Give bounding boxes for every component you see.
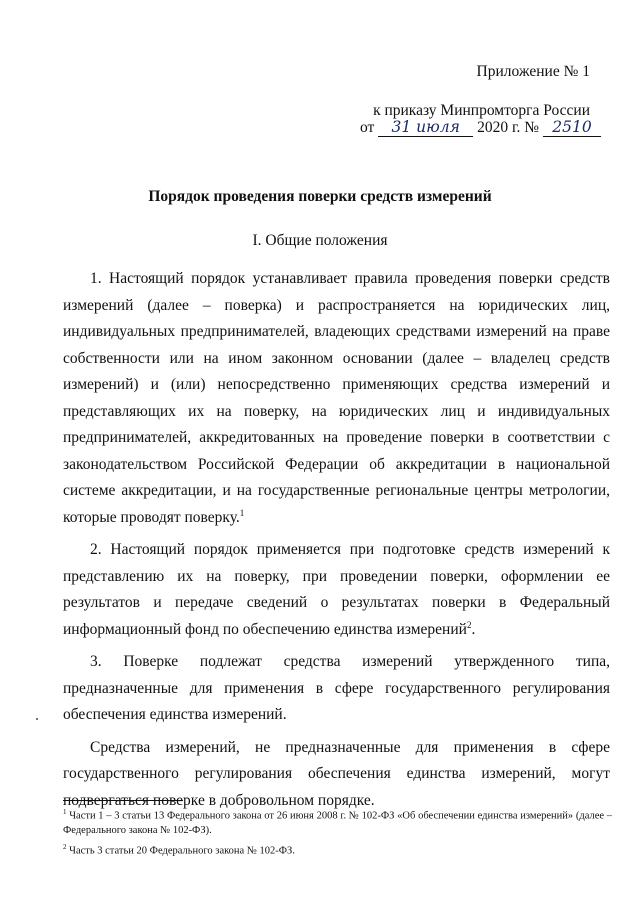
paragraph-2-end: .: [471, 620, 476, 638]
section-heading: I. Общие положения: [252, 232, 388, 249]
document-title: Порядок проведения поверки средств измерений: [148, 188, 492, 205]
footnote-2: [63, 840, 612, 859]
paragraph-1-text: 1. Настоящий порядок устанавливает правила проведения поверки средств измерений (далее – поверка) и распространяется на юридических лиц, индивидуальных предпринимателей, владеющих средствами измерений на праве собственности или на ином законном основании (далее – владелец средств измерений) и (или) непосредственно применяющих средства измерений и представляющих их на поверку, на юридических лиц и индивидуальных предпринимателей, аккредитованных на проведение поверки в соответствии с законодательством Российской Федерации об аккредитации в национальной системе аккредитации, и на государственные региональные центры метрологии, которые проводят поверку.: [63, 270, 610, 526]
appendix-order-reference: к приказу Минпромторга России: [373, 102, 590, 119]
footnotes: [63, 805, 612, 860]
date-year: 2020 г. №: [477, 119, 540, 136]
document-body: [63, 266, 610, 820]
date-prefix: от: [360, 119, 375, 136]
appendix-label: Приложение № 1: [476, 63, 590, 80]
footnote-ref-2: 2: [466, 619, 472, 630]
handwritten-order-number: 2510: [543, 118, 601, 137]
handwritten-date: 31 июля: [378, 118, 473, 137]
paragraph-1: [63, 266, 610, 531]
footnote-divider: [63, 800, 183, 801]
appendix-date-line: [360, 118, 610, 138]
paragraph-2: [63, 537, 610, 643]
footnote-2-text: Часть 3 статьи 20 Федерального закона № 102-ФЗ.: [66, 845, 295, 856]
margin-mark: [36, 718, 38, 720]
paragraph-3: 3. Поверке подлежат средства измерений утвержденного типа, предназначенные для применения в сфере государственного регулирования обеспечения единства измерений.: [63, 653, 610, 723]
footnote-1: [63, 805, 612, 838]
paragraph-2-text: 2. Настоящий порядок применяется при подготовке средств измерений к представлению их на поверку, при проведении поверки, оформлении ее результатов и передаче сведений о результатах поверки в Федеральный информационный фонд по обеспечению единства измерений: [63, 541, 610, 638]
footnote-2-mark: 2: [63, 842, 67, 851]
footnote-ref-1: 1: [239, 507, 245, 518]
footnote-1-mark: 1: [63, 808, 67, 816]
paragraph-4: Средства измерений, не предназначенные для применения в сфере государственного регулирования обеспечения единства измерений, могут подвергаться поверке в добровольном порядке.: [63, 738, 610, 809]
footnote-1-text: Части 1 – 3 статьи 13 Федерального закона от 26 июня 2008 г. № 102-ФЗ «Об обеспечении единства измерений» (далее – Федерального закона № 102-ФЗ).: [63, 810, 612, 836]
